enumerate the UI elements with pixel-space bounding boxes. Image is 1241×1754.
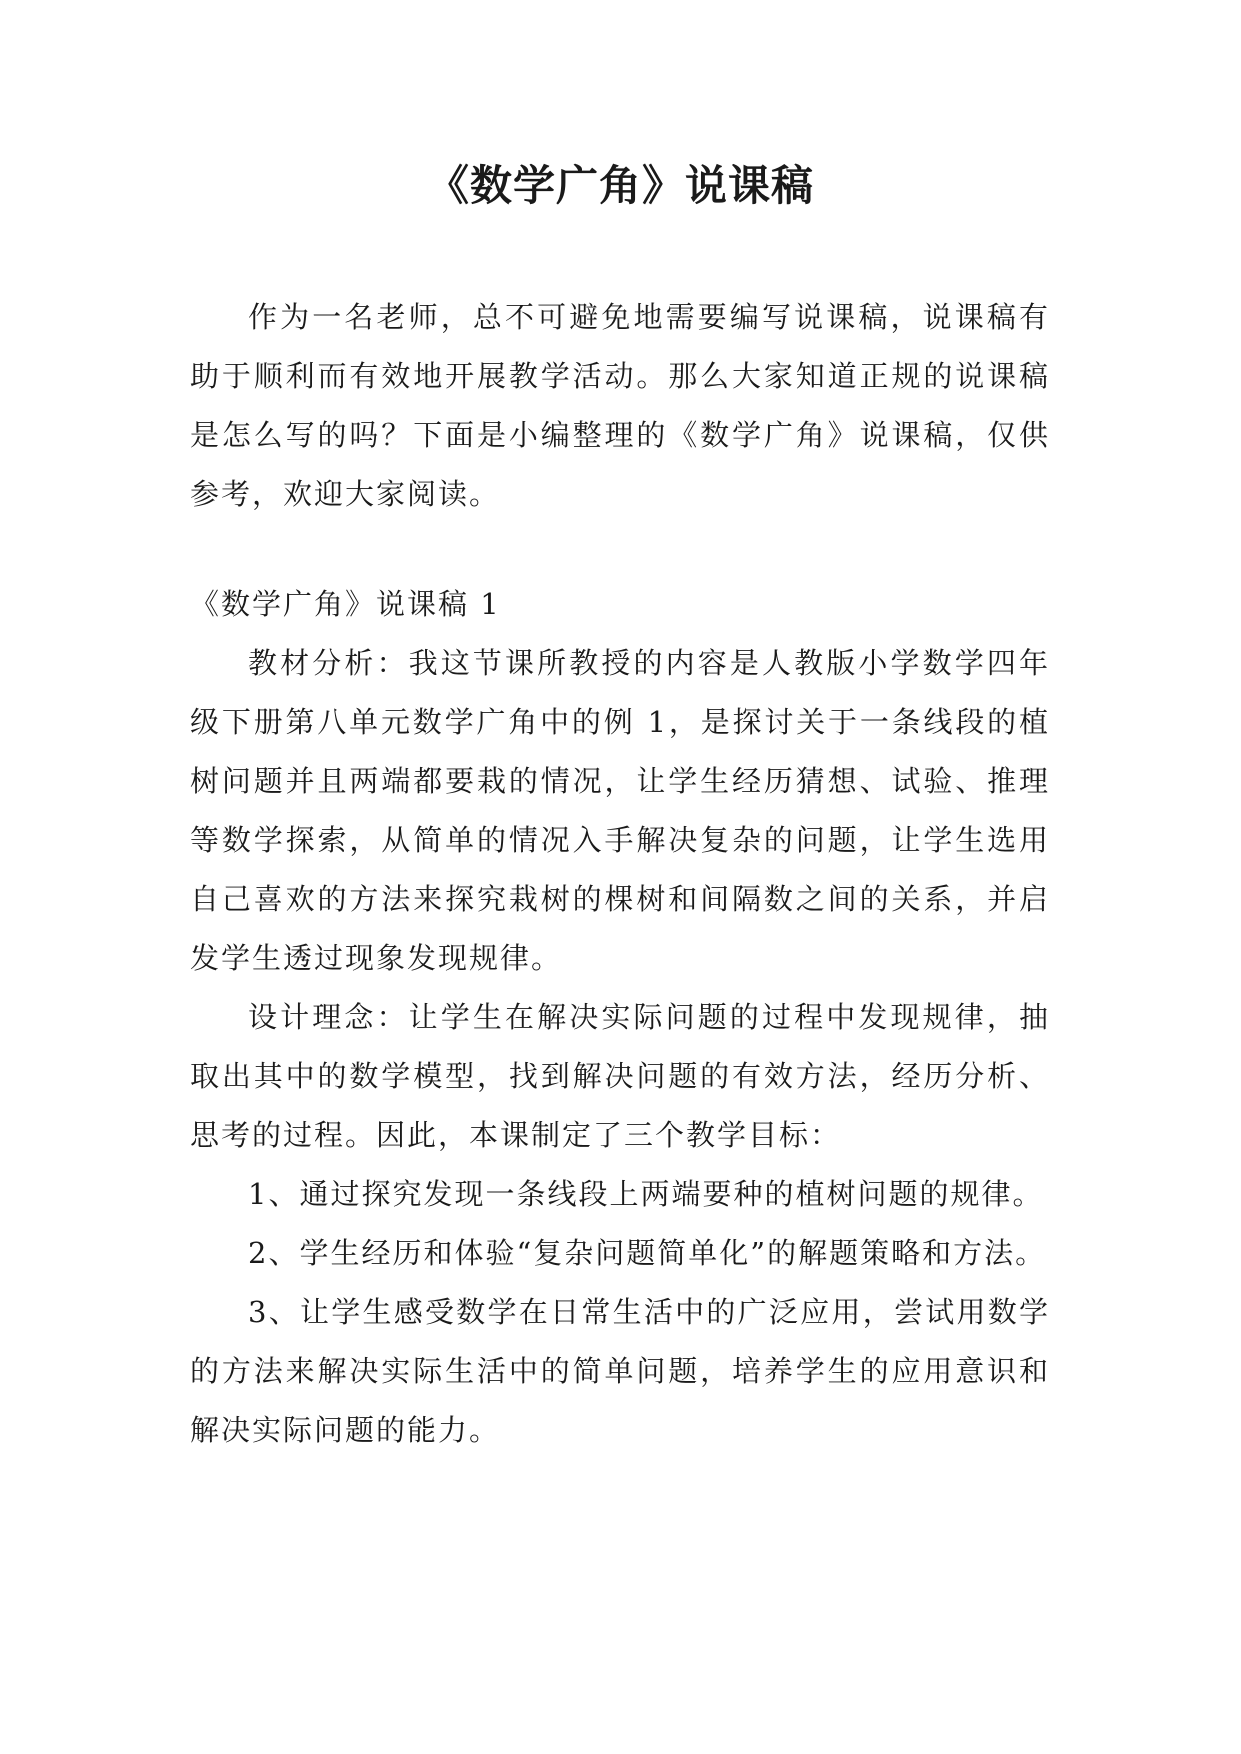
intro-block: [190, 288, 1050, 524]
document-title: 《数学广角》说课稿: [426, 161, 814, 210]
paragraph-material-analysis: 教材分析：我这节课所教授的内容是人教版小学数学四年级下册第八单元数学广角中的例 1，是探讨关于一条线段的植树问题并且两端都要栽的情况，让学生经历猜想、试验、推理等数学探索，从简单的情况入手解决复杂的问题，让学生选用自己喜欢的方法来探究栽树的棵树和间隔数之间的关系，并启发学生透过现象发现规律。: [190, 646, 1050, 975]
section-block: [190, 575, 1050, 1460]
paragraph-goal-1: 1、通过探究发现一条线段上两端要种的植树问题的规律。: [248, 1177, 1044, 1211]
section-heading: 《数学广角》说课稿 1: [190, 587, 501, 621]
paragraph-design-concept: 设计理念：让学生在解决实际问题的过程中发现规律，抽取出其中的数学模型，找到解决问题的有效方法，经历分析、思考的过程。因此，本课制定了三个教学目标：: [190, 1000, 1050, 1152]
paragraph-goal-3: 3、让学生感受数学在日常生活中的广泛应用，尝试用数学的方法来解决实际生活中的简单问题，培养学生的应用意识和解决实际问题的能力。: [190, 1295, 1050, 1447]
intro-paragraph: 作为一名老师，总不可避免地需要编写说课稿，说课稿有助于顺利而有效地开展教学活动。那么大家知道正规的说课稿是怎么写的吗？下面是小编整理的《数学广角》说课稿，仅供参考，欢迎大家阅读。: [190, 300, 1050, 511]
paragraph-goal-2: 2、学生经历和体验“复杂问题简单化”的解题策略和方法。: [248, 1236, 1047, 1270]
